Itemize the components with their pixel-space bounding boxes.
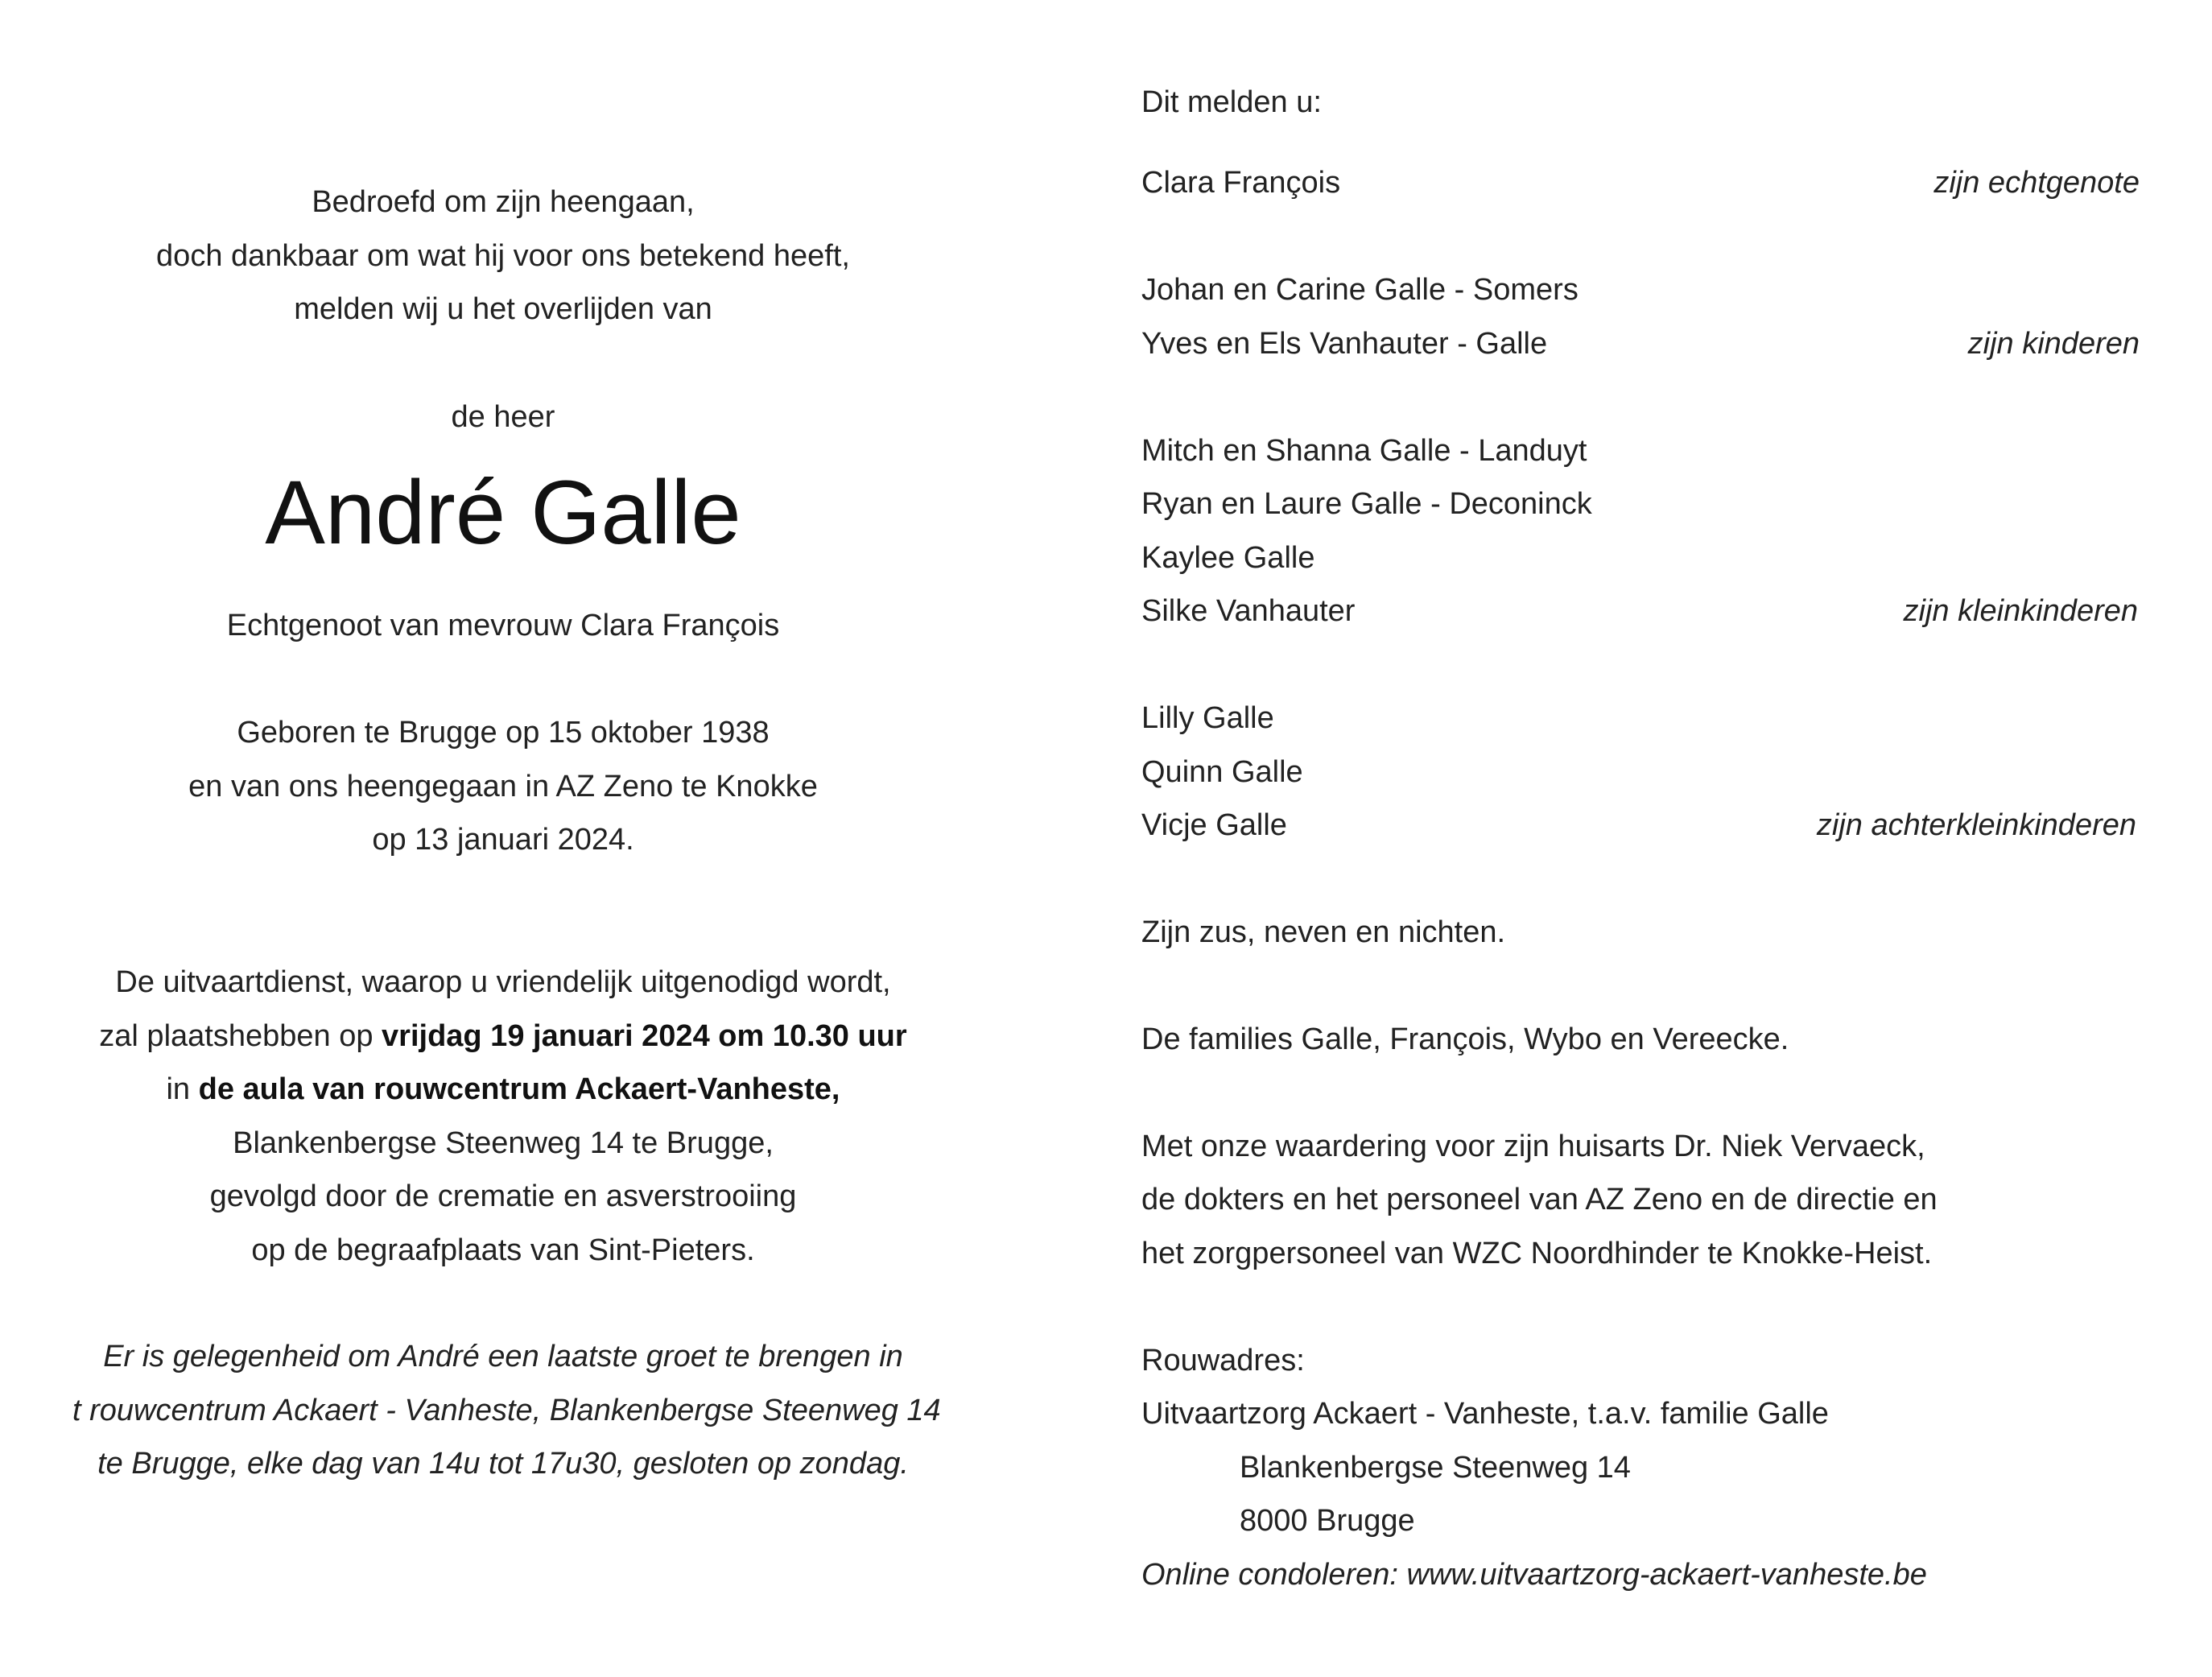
relation-label: zijn achterkleinkinderen: [1816, 808, 2136, 842]
service-line: De uitvaartdienst, waarop u vriendelijk uitgenodigd wordt,: [115, 965, 891, 999]
relation-label: zijn kinderen: [1967, 327, 2140, 361]
title-prefix: de heer: [451, 400, 555, 434]
visit-line: te Brugge, elke dag van 14u tot 17u30, gesloten op zondag.: [97, 1447, 909, 1481]
service-location: de aula van rouwcentrum Ackaert-Vanheste,: [198, 1072, 840, 1106]
address-line: Uitvaartzorg Ackaert - Vanheste, t.a.v. familie Galle: [1141, 1397, 1829, 1431]
birth-line: op 13 januari 2024.: [372, 823, 634, 857]
service-line: gevolgd door de crematie en asverstrooiing: [209, 1179, 797, 1213]
family-header: Dit melden u:: [1141, 85, 1322, 119]
intro-line: melden wij u het overlijden van: [294, 292, 712, 326]
relation-label: zijn echtgenote: [1933, 166, 2140, 200]
deceased-name: André Galle: [265, 462, 741, 563]
thanks-line: het zorgpersoneel van WZC Noordhinder te Knokke-Heist.: [1141, 1237, 1933, 1270]
address-line: 8000 Brugge: [1240, 1504, 1415, 1538]
families-line: De families Galle, François, Wybo en Vereecke.: [1141, 1022, 1789, 1056]
family-member: Lilly Galle: [1141, 701, 1274, 735]
address-line: Blankenbergse Steenweg 14: [1240, 1451, 1631, 1485]
visit-line: Er is gelegenheid om André een laatste groet te brengen in: [103, 1340, 903, 1373]
service-location-line: in de aula van rouwcentrum Ackaert-Vanheste,: [166, 1072, 840, 1106]
service-date: vrijdag 19 januari 2024 om 10.30 uur: [382, 1019, 907, 1053]
family-column: [1141, 0, 2140, 1677]
family-member: Silke Vanhauter: [1141, 594, 1356, 628]
family-member: Mitch en Shanna Galle - Landuyt: [1141, 434, 1587, 468]
service-line: Blankenbergse Steenweg 14 te Brugge,: [233, 1126, 774, 1160]
online-condolence: Online condoleren: www.uitvaartzorg-ackaert-vanheste.be: [1141, 1558, 1927, 1592]
birth-line: en van ons heengegaan in AZ Zeno te Knokke: [188, 770, 818, 803]
thanks-line: de dokters en het personeel van AZ Zeno en de directie en: [1141, 1183, 1938, 1216]
intro-line: doch dankbaar om wat hij voor ons betekend heeft,: [156, 239, 850, 273]
announcement-column: [72, 0, 941, 1677]
family-member: Kaylee Galle: [1141, 541, 1315, 575]
family-member: Quinn Galle: [1141, 755, 1303, 789]
thanks-line: Met onze waardering voor zijn huisarts Dr. Niek Vervaeck,: [1141, 1130, 1925, 1163]
service-line: op de begraafplaats van Sint-Pieters.: [251, 1233, 755, 1267]
family-member: Yves en Els Vanhauter - Galle: [1141, 327, 1548, 361]
intro-line: Bedroefd om zijn heengaan,: [312, 185, 695, 219]
visit-line: t rouwcentrum Ackaert - Vanheste, Blankenbergse Steenweg 14: [72, 1394, 941, 1427]
family-member: Clara François: [1141, 166, 1341, 200]
family-member: Vicje Galle: [1141, 808, 1287, 842]
service-date-line: zal plaatshebben op vrijdag 19 januari 2024 om 10.30 uur: [99, 1019, 907, 1053]
family-member: Johan en Carine Galle - Somers: [1141, 273, 1579, 307]
relatives-line: Zijn zus, neven en nichten.: [1141, 915, 1506, 949]
address-label: Rouwadres:: [1141, 1344, 1305, 1378]
relation-label: zijn kleinkinderen: [1903, 594, 2138, 628]
family-member: Ryan en Laure Galle - Deconinck: [1141, 487, 1592, 521]
spouse-line: Echtgenoot van mevrouw Clara François: [226, 609, 780, 642]
birth-line: Geboren te Brugge op 15 oktober 1938: [237, 716, 770, 750]
